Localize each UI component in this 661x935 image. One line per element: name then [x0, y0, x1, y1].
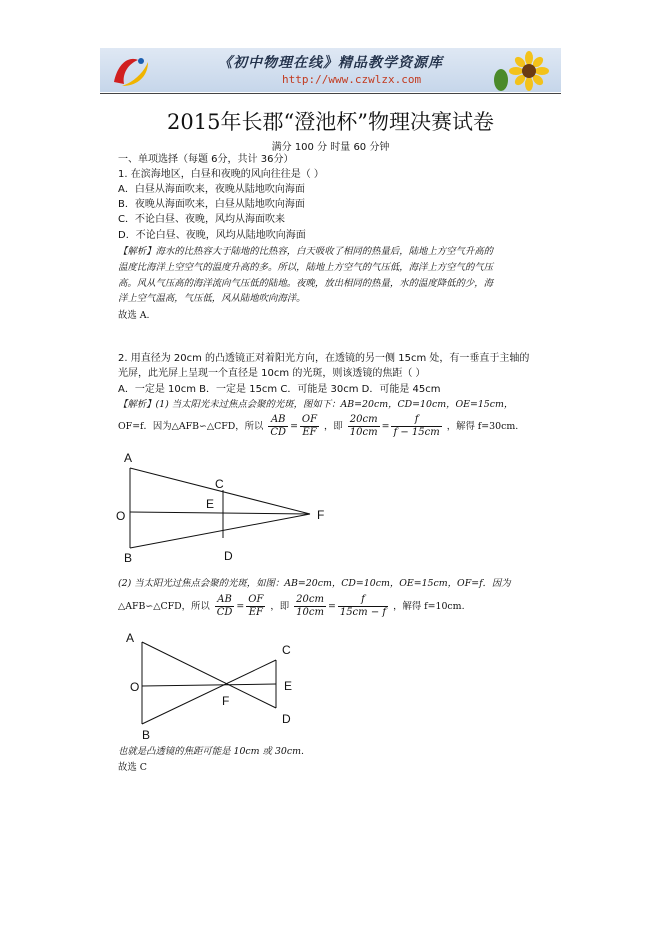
page-title: 2015年长郡“澄池杯”物理决赛试卷 — [167, 110, 494, 134]
fraction-ab-cd: $\frac{AB}{CD}$ — [270, 414, 287, 438]
question-1-option-a: A．白昼从海面吹来，夜晚从陆地吹向海面 — [118, 184, 305, 195]
formula-1-result: ，解得 f=30cm. — [446, 421, 519, 432]
fraction-of-ef: $\frac{OF}{EF}$ — [248, 594, 264, 618]
question-1-analysis-line: 高。风从气压高的海洋流向气压低的陆地。夜晚，放出相同的热量，水的温度降低的少，海 — [118, 278, 494, 289]
fraction-ab-cd: $\frac{AB}{CD}$ — [216, 594, 233, 618]
fraction-20-10: $\frac{20cm}{10cm}$ — [349, 414, 378, 438]
formula-2: △AFB∽△CFD，所以 $\frac{AB}{CD}$ = $\frac{OF}{EF}$ ，即 $\frac{20cm}{10cm}$ = $\frac{f}{15cm - f}$ ，解得 f=10cm. — [118, 594, 465, 618]
header-rule — [100, 93, 561, 94]
exam-info: 满分 100 分 时量 60 分钟 — [271, 142, 390, 153]
banner-url: http://www.czwlzx.com — [282, 73, 422, 86]
label-d: D — [282, 712, 291, 726]
question-2-analysis-1: 【解析】(1) 当太阳光未过焦点会聚的光斑，图如下：AB=20cm，CD=10cm，OE=15cm， — [118, 399, 514, 410]
label-a: A — [126, 631, 135, 645]
label-e: E — [284, 679, 293, 693]
fraction-20-10: $\frac{20cm}{10cm}$ — [296, 594, 324, 618]
header-banner — [100, 48, 561, 92]
sunflower-icon — [491, 50, 553, 92]
logo-icon — [108, 52, 152, 90]
label-b: B — [124, 551, 133, 565]
question-1-stem: 1. 在滨海地区，白昼和夜晚的风向往往是（ ） — [118, 169, 324, 180]
formula-2-mid: ，即 — [270, 601, 290, 612]
question-1-analysis-line: 温度比海洋上空空气的温度升高的多。所以，陆地上方空气的气压低，海洋上方空气的气压 — [118, 262, 494, 273]
label-f: F — [222, 694, 230, 708]
label-f: F — [317, 508, 325, 522]
question-1-analysis-line: 【解析】海水的比热容大于陆地的比热容，白天吸收了相同的热量后，陆地上方空气升高的 — [118, 246, 494, 257]
banner-title: 《初中物理在线》精品教学资源库 — [218, 55, 443, 71]
question-2-conclusion: 也就是凸透镜的焦距可能是 10cm 或 30cm. — [118, 746, 304, 757]
label-d: D — [224, 549, 233, 563]
question-1-analysis-line: 洋上空气温高，气压低，风从陆地吹向海洋。 — [118, 293, 306, 304]
label-a: A — [124, 451, 133, 465]
fraction-of-ef: $\frac{OF}{EF}$ — [301, 414, 318, 438]
label-o: O — [116, 509, 126, 523]
formula-1-prefix: OF=f．因为△AFB∽△CFD，所以 — [118, 421, 264, 432]
formula-2-prefix: △AFB∽△CFD，所以 — [118, 601, 210, 612]
fraction-f-expression: $\frac{f}{f - 15cm}$ — [393, 414, 440, 438]
label-c: C — [282, 643, 291, 657]
question-2-answer: 故选 C — [118, 762, 147, 773]
fraction-f-expression: $\frac{f}{15cm - f}$ — [339, 594, 387, 618]
question-1-option-b: B．夜晚从海面吹来，白昼从陆地吹向海面 — [118, 199, 305, 210]
label-b: B — [142, 728, 151, 742]
formula-2-result: ，解得 f=10cm. — [393, 601, 465, 612]
label-o: O — [130, 680, 140, 694]
question-1-option-c: C．不论白昼、夜晚，风均从海面吹来 — [118, 214, 285, 225]
question-2-analysis-2: (2) 当太阳光过焦点会聚的光斑，如图：AB=20cm，CD=10cm，OE=15cm，OF=f．因为 — [118, 578, 511, 589]
label-e: E — [206, 497, 215, 511]
formula-1-mid: ，即 — [324, 421, 343, 432]
question-2-stem-line: 2. 用直径为 20cm 的凸透镜正对着阳光方向，在透镜的另一侧 15cm 处，有一垂直于主轴的 — [118, 353, 530, 364]
question-2-options: A．一定是 10cm B．一定是 15cm C．可能是 30cm D．可能是 45cm — [118, 384, 441, 395]
question-1-option-d: D．不论白昼、夜晚，风均从陆地吹向海面 — [118, 230, 306, 241]
lens-diagram-1 — [114, 448, 344, 568]
section-heading: 一、单项选择（每题 6分，共计 36分） — [118, 154, 294, 165]
formula-1: OF=f．因为△AFB∽△CFD，所以 $\frac{AB}{CD}$ = $\frac{OF}{EF}$ ，即 $\frac{20cm}{10cm}$ = $\frac{f}{f - 15cm}$ ，解得 f=30cm. — [118, 414, 519, 438]
question-2-stem-line: 光屏，此光屏上呈现一个直径是 10cm 的光斑，则该透镜的焦距（ ） — [118, 368, 426, 379]
question-1-answer: 故选 A. — [118, 310, 150, 321]
label-c: C — [215, 477, 224, 491]
lens-diagram-2 — [118, 630, 308, 745]
